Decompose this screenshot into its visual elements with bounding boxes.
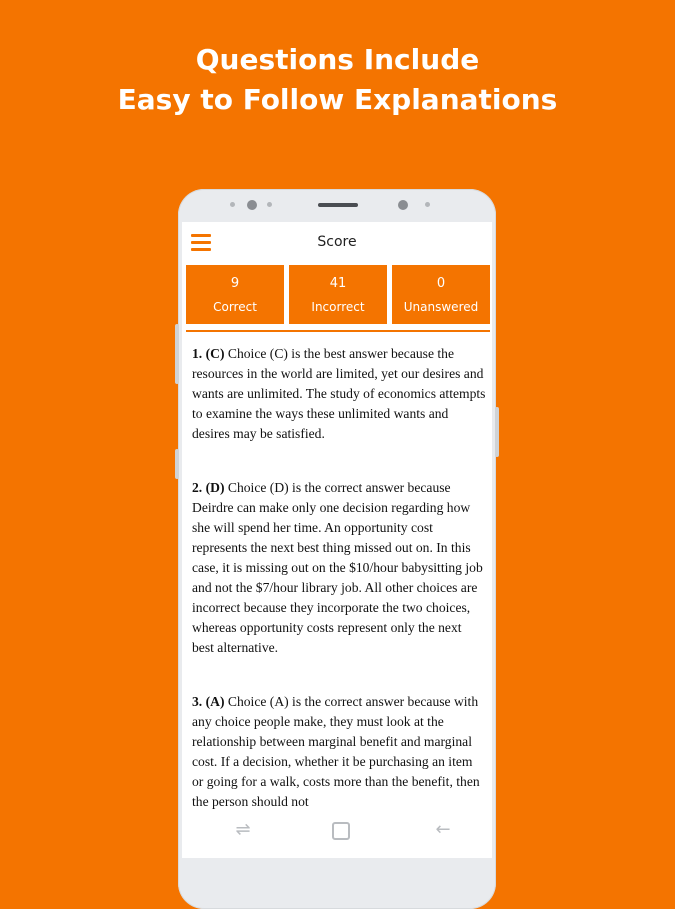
score-correct-label: Correct: [213, 300, 257, 314]
score-incorrect: [289, 265, 387, 324]
score-unanswered-label: Unanswered: [403, 300, 479, 314]
score-correct: [186, 265, 284, 324]
explanation-text: Choice (A) is the correct answer because with any choice people make, they must look at the relationship between marginal benefit and marginal cost. If a decision, whether it be purchasing an item or going for a walk, costs more than the benefit, then the person should not: [192, 694, 480, 809]
phone-side-button: [495, 407, 499, 457]
app-bar: [182, 222, 492, 266]
explanation-number: 2.: [192, 480, 203, 495]
sensor-dot: [230, 202, 235, 207]
page-title: Score: [317, 234, 357, 250]
home-square-icon[interactable]: [332, 822, 350, 840]
earpiece-speaker: [318, 203, 358, 207]
back-arrow-icon[interactable]: ←: [435, 819, 451, 840]
explanation-number: 1.: [192, 346, 203, 361]
sensor-dot: [425, 202, 430, 207]
phone-side-button: [175, 449, 179, 479]
explanation-item: [192, 478, 486, 658]
explanation-text: Choice (D) is the correct answer because Deirdre can make only one decision regarding how she will spend her time. An opportunity cost represents the next best thing missed out on. In this case, it is missing out on the $10/hour babysitting job and not the $7/hour library job. All other choices are incorrect because they incorporate the two choices, whereas opportunity costs represent only the next best alternative.: [192, 480, 483, 655]
headline-line-1: Questions Include: [195, 43, 480, 76]
explanation-choice: (C): [205, 346, 225, 361]
phone-frame: [178, 189, 496, 909]
front-camera-icon: [398, 200, 408, 210]
explanation-number: 3.: [192, 694, 203, 709]
score-divider: [186, 330, 490, 332]
explanation-choice: (A): [205, 694, 225, 709]
explanations-list: [192, 344, 486, 846]
recent-apps-icon[interactable]: ⇌: [235, 819, 251, 840]
headline-line-2: Easy to Follow Explanations: [117, 83, 558, 116]
sensor-dot: [267, 202, 272, 207]
score-summary: [186, 265, 490, 324]
score-unanswered-value: 0: [436, 276, 446, 291]
explanation-choice: (D): [205, 480, 225, 495]
phone-side-button: [175, 324, 179, 384]
explanation-item: [192, 692, 486, 812]
phone-top-bar: [178, 189, 496, 219]
front-camera-icon: [247, 200, 257, 210]
score-incorrect-value: 41: [329, 276, 347, 291]
app-screen: [182, 222, 492, 858]
promo-headline: [0, 40, 675, 120]
score-correct-value: 9: [230, 276, 240, 291]
explanation-text: Choice (C) is the best answer because the resources in the world are limited, yet our desires and wants are unlimited. The study of economics attempts to examine the ways these unlimited wants and desires may be satisfied.: [192, 346, 486, 441]
score-unanswered: [392, 265, 490, 324]
system-nav-bar: [182, 812, 492, 858]
explanation-item: [192, 344, 486, 444]
score-incorrect-label: Incorrect: [311, 300, 365, 314]
